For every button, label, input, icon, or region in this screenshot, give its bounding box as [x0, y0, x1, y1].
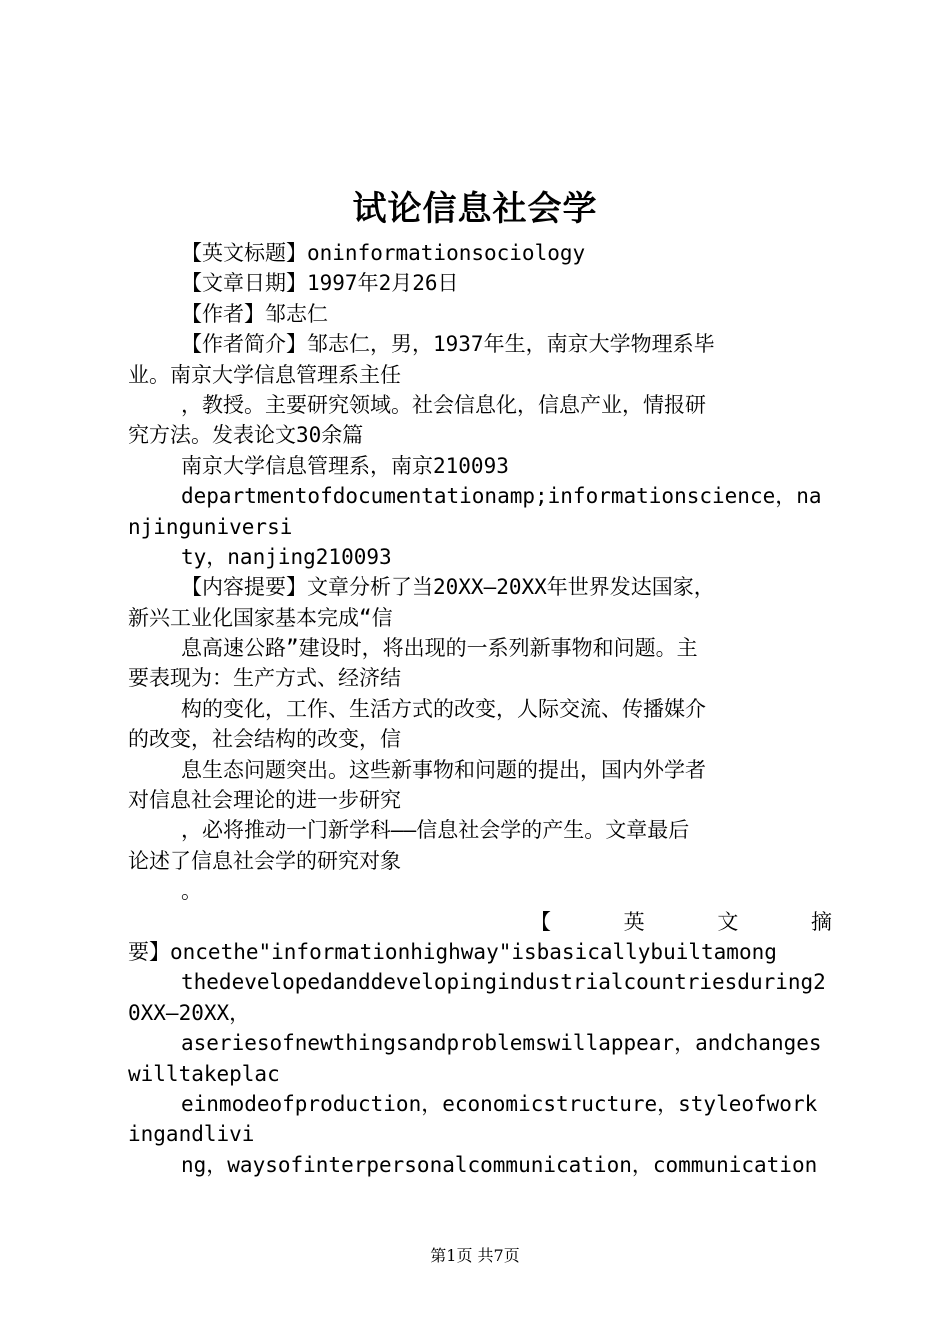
summary-line: 息高速公路”建设时，将出现的一系列新事物和问题。主	[181, 636, 698, 661]
affiliation-line: 南京大学信息管理系，南京210093	[181, 453, 509, 478]
author-bio-line: 究方法。发表论文30余篇	[128, 423, 364, 448]
affiliation-en-line: ty，nanjing210093	[181, 544, 392, 569]
summary-line: 论述了信息社会学的研究对象	[128, 848, 401, 873]
author-bio-line: 业。南京大学信息管理系主任	[128, 362, 401, 387]
summary-line: 要表现为：生产方式、经济结	[128, 666, 401, 691]
affiliation-en-line: njinguniversi	[128, 514, 293, 539]
summary-line: 。	[181, 879, 202, 904]
abstract-line: 要】oncethe"informationhighway"isbasicallybuiltamong	[128, 939, 777, 964]
page-footer: 第1页 共7页	[430, 1246, 520, 1265]
document-body	[128, 238, 832, 1180]
abstract-line: ingandlivi	[128, 1122, 255, 1147]
summary-line: 【内容提要】文章分析了当20XX—20XX年世界发达国家，	[181, 575, 715, 600]
abstract-line: willtakeplac	[128, 1061, 280, 1086]
author-line: 【作者】邹志仁	[181, 301, 328, 326]
abstract-line: thedevelopedanddevelopingindustrialcountriesduring2	[181, 970, 826, 995]
abstract-heading-char: 英	[623, 909, 645, 934]
summary-line: 新兴工业化国家基本完成“信	[128, 605, 393, 630]
document-title: 试论信息社会学	[352, 189, 598, 229]
summary-line: 对信息社会理论的进一步研究	[128, 788, 401, 813]
affiliation-en-line: departmentofdocumentationamp;informationscience，na	[181, 484, 822, 509]
abstract-heading-char: 摘	[810, 909, 832, 934]
article-date-line: 【文章日期】1997年2月26日	[181, 271, 459, 296]
abstract-heading-char: 【	[530, 909, 551, 934]
abstract-line: 0XX—20XX，	[128, 1000, 251, 1025]
abstract-line: einmodeofproduction，economicstructure，styleofwork	[181, 1091, 818, 1116]
author-bio-line: ，教授。主要研究领域。社会信息化，信息产业，情报研	[181, 392, 706, 417]
abstract-heading-line	[128, 907, 832, 937]
author-bio-line: 【作者简介】邹志仁，男，1937年生，南京大学物理系毕	[181, 332, 715, 357]
abstract-heading-char: 文	[717, 909, 739, 934]
summary-line: 构的变化，工作、生活方式的改变，人际交流、传播媒介	[181, 696, 706, 721]
summary-line: 的改变，社会结构的改变，信	[128, 727, 401, 752]
abstract-line: ng，waysofinterpersonalcommunication，communication	[181, 1152, 818, 1177]
abstract-line: aseriesofnewthingsandproblemswillappear，andchanges	[181, 1031, 822, 1056]
english-title-line: 【英文标题】oninformationsociology	[181, 241, 586, 265]
summary-line: ，必将推动一门新学科——信息社会学的产生。文章最后	[181, 818, 690, 843]
summary-line: 息生态问题突出。这些新事物和问题的提出，国内外学者	[181, 757, 706, 782]
